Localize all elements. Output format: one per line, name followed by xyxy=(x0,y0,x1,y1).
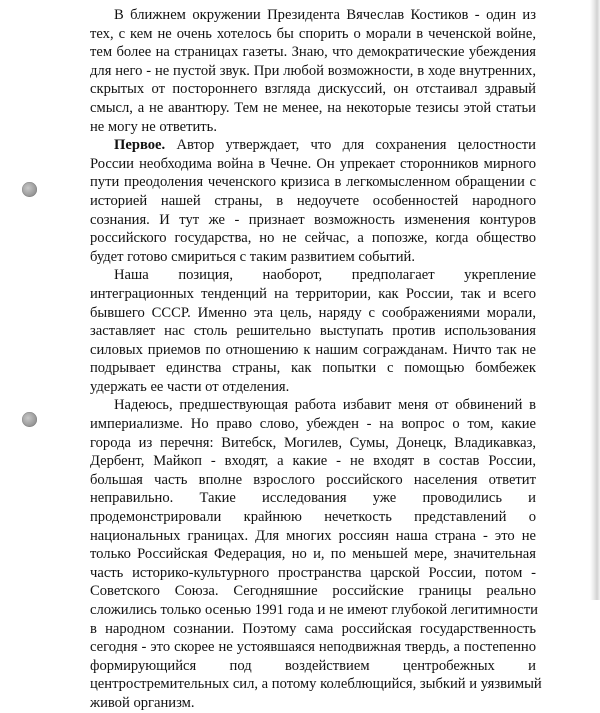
text-line: будет готово смириться с таким развитием событий. xyxy=(90,248,416,265)
text-line: продемонстрировали крайнюю нечеткость представлений о xyxy=(90,509,536,526)
text-line: российского государства, но не сейчас, а попозже, когда общество xyxy=(90,230,536,247)
text-line: только Российская Федерация, но и, по меньшей мере, значительная xyxy=(90,546,536,563)
text-line: часть историко-культурного пространства царской России, потом - xyxy=(90,564,536,581)
paragraph-4 xyxy=(90,396,542,712)
text-line: Наша позиция, наоборот, предполагает укрепление xyxy=(114,267,536,284)
text-line: тех, с кем не очень хотелось бы спорить о морали в чеченской войне, xyxy=(90,25,536,42)
text-line: смысл, а не авантюру. Тем не менее, на некоторые тезисы этой статьи xyxy=(90,99,536,116)
text-line: Дербент, Майкоп - входят, а какие - не входят в состав России, xyxy=(90,453,536,470)
paragraph-2 xyxy=(90,136,536,266)
text-line xyxy=(90,136,536,155)
text-line: В ближнем окружении Президента Вячеслав Костиков - один из xyxy=(114,7,536,23)
text-line: бывшего СССР. Именно эта цель, наряду с соображениями морали, xyxy=(90,304,536,321)
text-line: империализме. Но право слово, убежден - на вопрос о том, какие xyxy=(90,416,536,433)
text-line: города из перечня: Витебск, Могилев, Сумы, Донецк, Владикавказ, xyxy=(90,434,536,451)
text-line: скрытых от постороннего взгляда дискуссий, он отстаивал здравый xyxy=(90,81,536,98)
text-line: силовых приемов по отношению к нашим согражданам. Ничто так не xyxy=(90,341,536,358)
article-text xyxy=(90,6,542,713)
text-line: Советского Союза. Сегодняшние российские границы реально xyxy=(90,583,536,600)
paragraph-1 xyxy=(90,6,536,136)
text-line: живой организм. xyxy=(90,694,195,711)
text-line: пути преодоления чеченского кризиса в легкомысленном обращении с xyxy=(90,174,536,191)
paragraph-lead-word: Первое. xyxy=(114,137,166,154)
text-line: сознания. И тут же - признает возможность изменения контуров xyxy=(90,211,536,228)
binder-hole-top xyxy=(22,182,37,197)
text-line: не могу не ответить. xyxy=(90,118,217,135)
page-edge-shadow xyxy=(590,0,600,600)
text-line: Надеюсь, предшествующая работа избавит меня от обвинений в xyxy=(114,397,536,414)
text-line: подрывает единства страны, как попытки с помощью бомбежек xyxy=(90,360,536,377)
text-line: большая часть вполне взрослого российского населения ответит xyxy=(90,471,536,488)
text-line: удержать ее части от отделения. xyxy=(90,378,290,395)
paragraph-3 xyxy=(90,266,536,396)
text-line: интеграционных тенденций на территории, как России, так и всего xyxy=(90,285,536,302)
text-line: заставляет нас столь решительно выступать против использования xyxy=(90,323,536,340)
text-line: национальных границах. Для многих россиян наша страна - это не xyxy=(90,527,536,544)
text-line: неправильно. Такие исследования уже проводились и xyxy=(90,490,536,507)
text-line: для него - не пустой звук. При любой возможности, в ходе внутренних, xyxy=(90,62,536,79)
text-line: в народном сознании. Поэтому сама российская государственность xyxy=(90,620,536,637)
text-line: тем более на страницах газеты. Знаю, что демократические убеждения xyxy=(90,44,536,61)
text-line: формирующийся под воздействием центробежных и xyxy=(90,657,536,674)
binder-hole-bottom xyxy=(22,412,37,427)
text-line-rest: Автор утверждает, что для сохранения целостности xyxy=(165,137,536,154)
text-line: сложились только осенью 1991 года и не имеют глубокой легитимности xyxy=(90,602,538,618)
text-line: историей нашей страны, в недоучете особенностей народного xyxy=(90,192,536,209)
text-line: сегодня - это скорее не устоявшаяся неподвижная твердь, а постепенно xyxy=(90,639,536,656)
text-line: центростремительных сил, а потому колеблющийся, зыбкий и уязвимый xyxy=(90,676,542,693)
text-line: России необходима война в Чечне. Он упрекает сторонников мирного xyxy=(90,155,536,172)
